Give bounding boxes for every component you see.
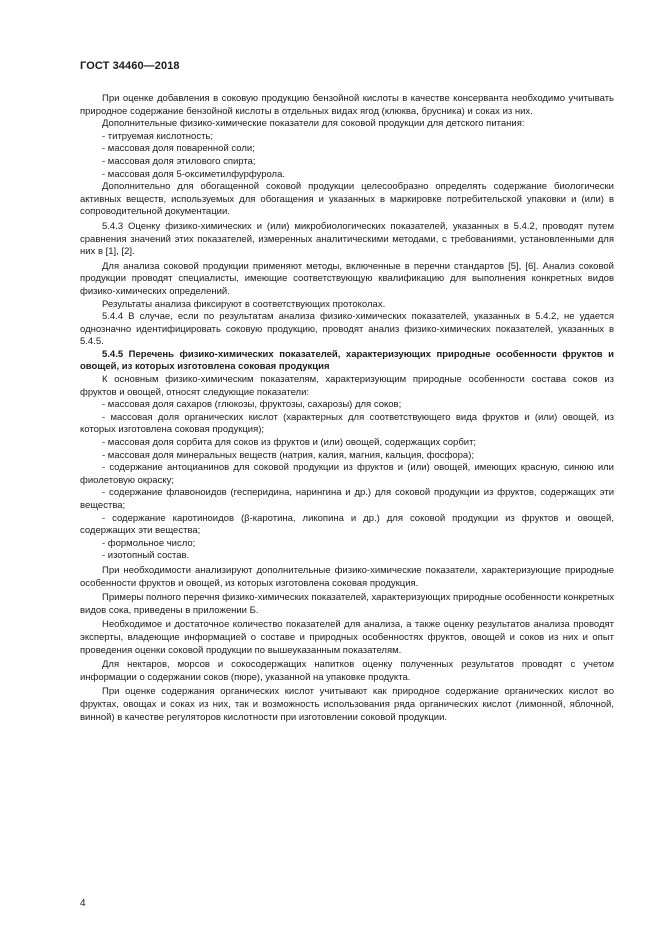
paragraph: Необходимое и достаточное количество показателей для анализа, а также оценку результатов анализа проводят эксперты, владеющие информацией о составе и природных особенностях фруктов, овощей и соков из них и опыт проведения оценки соковой продукции по вышеуказанным показателям.	[80, 619, 614, 656]
page-number: 4	[80, 898, 86, 909]
list-item: - массовая доля сахаров (глюкозы, фруктозы, сахарозы) для соков;	[102, 399, 402, 411]
list-item: - титруемая кислотность;	[102, 130, 214, 142]
document-body	[80, 93, 614, 724]
paragraph: Для анализа соковой продукции применяют методы, включенные в перечни стандартов [5], [6]. Анализ соковой продукции проводят специалисты, имеющие соответствующую квалификацию для выполнения конкретных видов физико-химических определений.	[80, 260, 614, 297]
paragraph: При оценке добавления в соковую продукцию бензойной кислоты в качестве консерванта необходимо учитывать природное содержание бензойной кислоты в отдельных видах ягод (клюква, брусника) и соках из них.	[80, 93, 614, 117]
section-paragraph-5-4-3: 5.4.3 Оценку физико-химических и (или) микробиологических показателей, указанных в 5.4.2, проводят путем сравнения значений этих показателей, измеренных аналитическими методами, с требованиями, установленными для них в [1], [2].	[80, 220, 614, 258]
list-item: - массовая доля поваренной соли;	[102, 143, 255, 155]
section-paragraph-5-4-4: 5.4.4 В случае, если по результатам анализа физико-химических показателей, указанных в 5.4.2, не удается однозначно идентифицировать соковую продукцию, проводят анализ физико-химических показателей, указанных в 5.4.5.	[80, 311, 614, 348]
paragraph: Примеры полного перечня физико-химических показателей, характеризующих природные особенности конкретных видов сока, приведены в приложении Б.	[80, 592, 614, 616]
paragraph: При необходимости анализируют дополнительные физико-химические показатели, характеризующие природные особенности фруктов и овощей, из которых изготовлена соковая продукция.	[80, 564, 614, 589]
list-item: - массовая доля 5-оксиметилфурфурола.	[102, 168, 286, 180]
list-item: - изотопный состав.	[102, 550, 190, 562]
list-item: - формольное число;	[102, 537, 196, 549]
document-header: ГОСТ 34460—2018	[80, 60, 180, 72]
list-item: - массовая доля этилового спирта;	[102, 155, 256, 167]
list-item: - содержание каротиноидов (β-каротина, ликопина и др.) для соковой продукции из фруктов и овощей, содержащих эти вещества;	[80, 512, 614, 537]
paragraph: К основным физико-химическим показателям, характеризующим природные особенности состава соков из фруктов и овощей, относят следующие показатели:	[80, 374, 614, 398]
list-item: - массовая доля органических кислот (характерных для соответствующего вида фруктов и (или) овощей, из которых изготовлена соковая продукция);	[80, 411, 614, 436]
paragraph: При оценке содержания органических кислот учитывают как природное содержание органических кислот во фруктах, овощах и соках из них, так и возможность использования ряда органических кислот (лимонной, яблочной, винной) в качестве регуляторов кислотности при изготовлении соковой продукции.	[80, 686, 614, 723]
paragraph: Результаты анализа фиксируют в соответствующих протоколах.	[102, 298, 386, 310]
section-heading-5-4-5: 5.4.5 Перечень физико-химических показателей, характеризующих природные особенности фруктов и овощей, из которых изготовлена соковая продукция	[80, 348, 614, 373]
paragraph: Дополнительно для обогащенной соковой продукции целесообразно определять содержание биологически активных веществ, используемых для обогащения и указанных в маркировке потребительской упаковки и (или) в сопроводительной документации.	[80, 181, 614, 218]
list-item: - массовая доля минеральных веществ (натрия, калия, магния, кальция, фосфора);	[102, 449, 475, 461]
list-item: - массовая доля сорбита для соков из фруктов и (или) овощей, содержащих сорбит;	[102, 437, 477, 449]
paragraph: Для нектаров, морсов и сокосодержащих напитков оценку полученных результатов проводят с учетом информации о содержании соков (пюре), указанной на упаковке продукта.	[80, 659, 614, 683]
list-item: - содержание флавоноидов (гесперидина, нарингина и др.) для соковой продукции из фруктов, содержащих эти вещества;	[80, 487, 614, 511]
list-item: - содержание антоцианинов для соковой продукции из фруктов и (или) овощей, имеющих красную, синюю или фиолетовую окраску;	[80, 462, 614, 486]
paragraph: Дополнительные физико-химические показатели для соковой продукции для детского питания:	[102, 118, 525, 130]
